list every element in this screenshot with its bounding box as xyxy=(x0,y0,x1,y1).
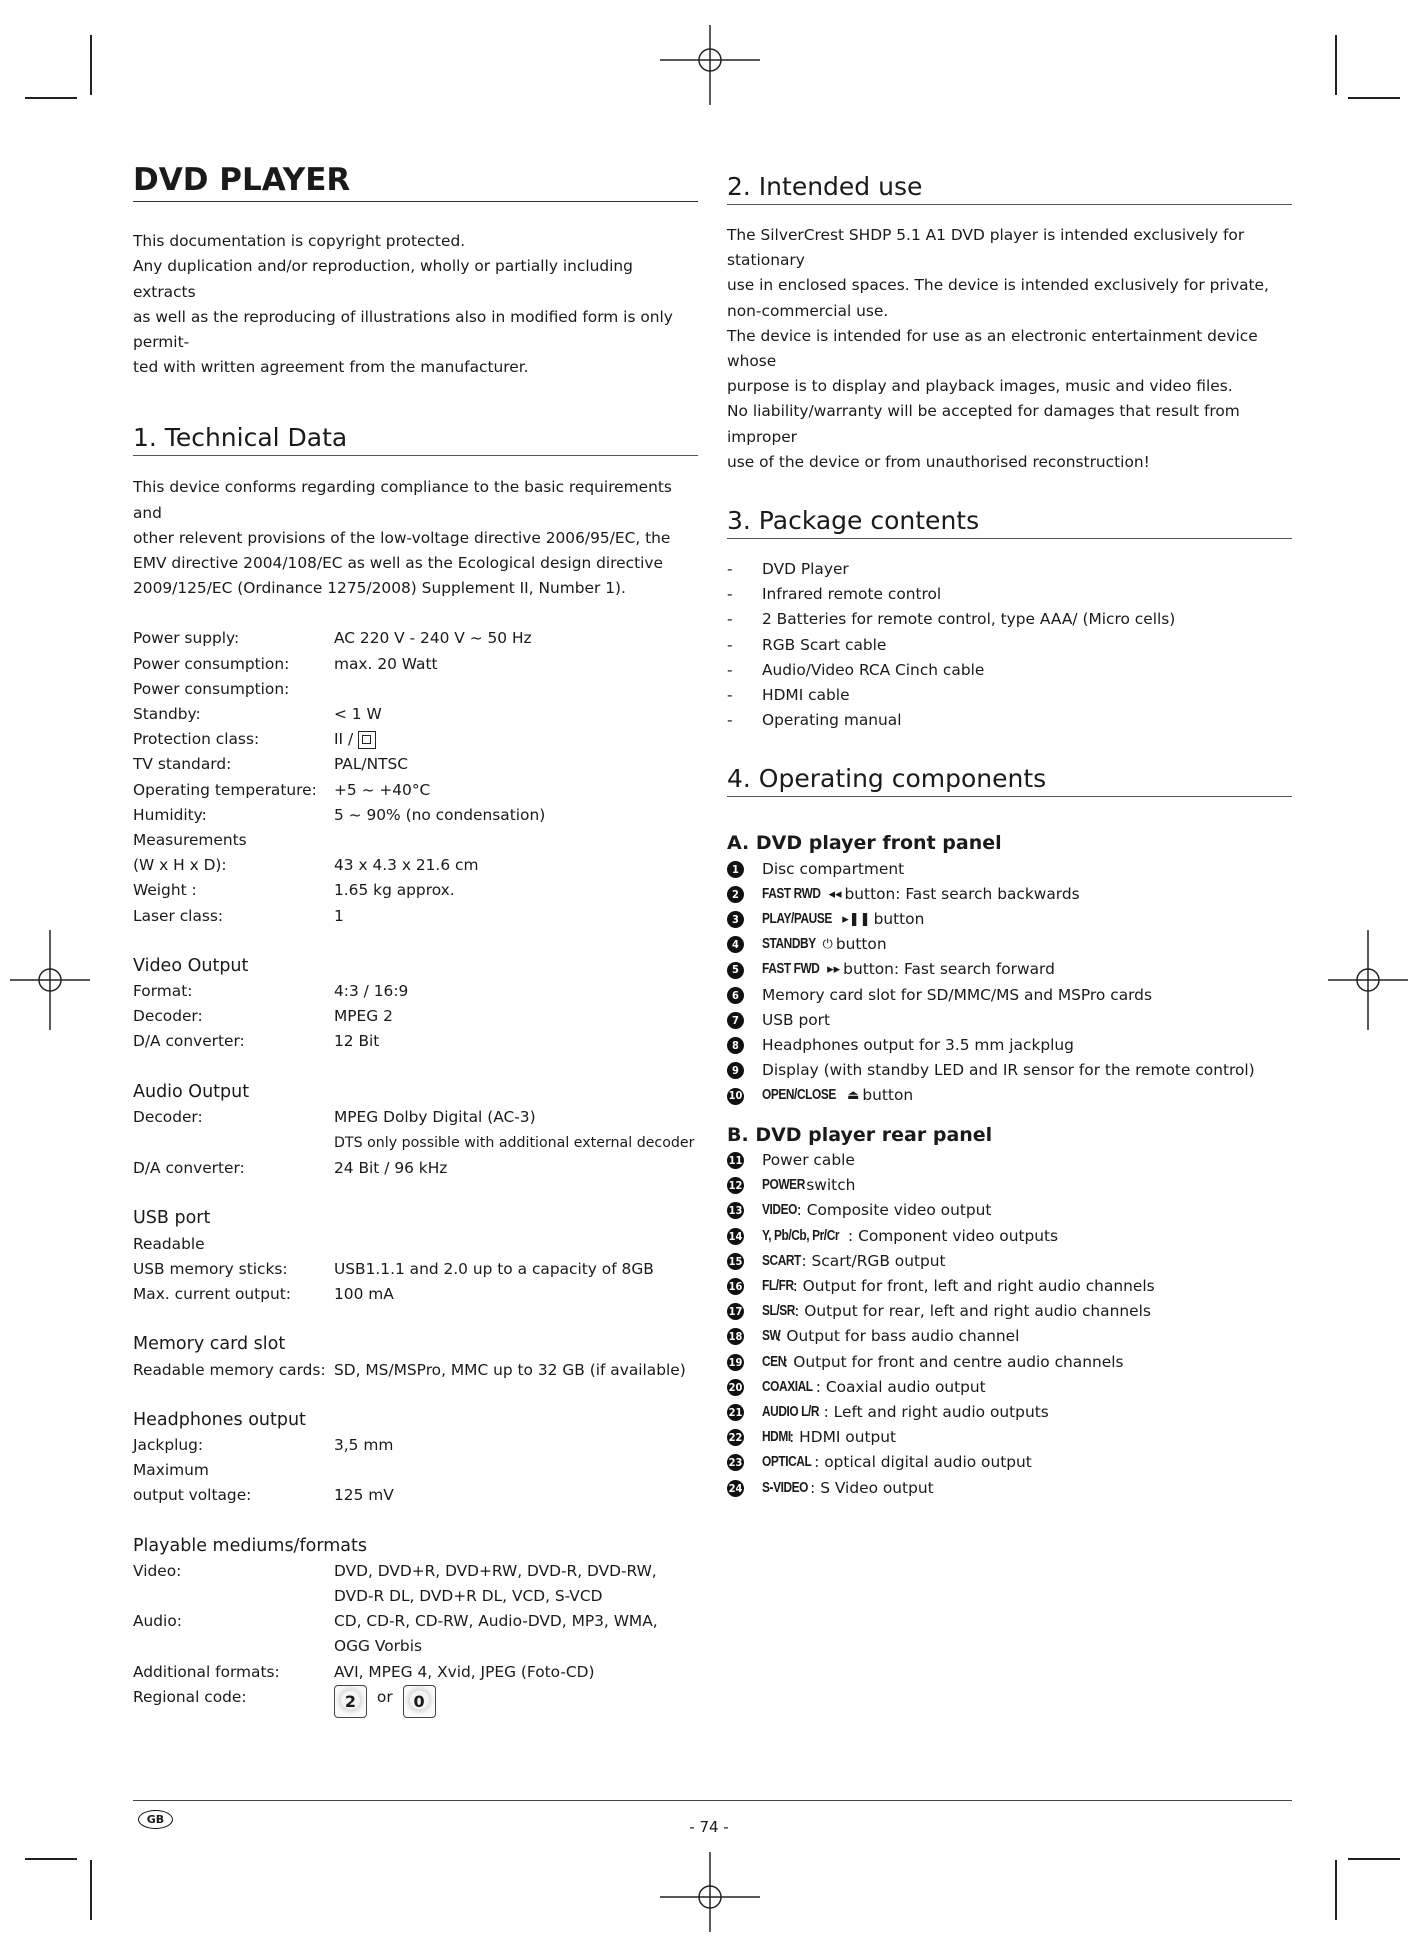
item-text: button xyxy=(873,910,925,929)
list-item xyxy=(727,1476,1292,1501)
spec-value: 125 mV xyxy=(334,1486,394,1505)
spec-row xyxy=(133,1609,698,1634)
package-item: Audio/Video RCA Cinch cable xyxy=(762,660,985,679)
memory-card-title: Memory card slot xyxy=(133,1334,286,1355)
spec-row xyxy=(133,778,698,803)
copyright-line: Any duplication and/or reproduction, wholly or partially including extracts xyxy=(133,257,633,301)
spec-row xyxy=(133,1584,698,1609)
spec-row xyxy=(133,1156,698,1181)
spec-value xyxy=(334,828,698,853)
crop-mark xyxy=(25,1858,77,1860)
spec-label: Regional code: xyxy=(133,1687,247,1706)
spec-row xyxy=(133,904,698,929)
item-text: : Output for front, left and right audio channels xyxy=(792,1276,1155,1295)
usb-port-section xyxy=(133,1206,698,1307)
spec-label: TV standard: xyxy=(133,755,232,774)
item-number: 6 xyxy=(727,987,744,1004)
language-badge: GB xyxy=(138,1810,173,1829)
spec-label: D/A converter: xyxy=(133,1159,245,1178)
technical-data-heading: 1. Technical Data xyxy=(133,423,698,456)
list-item xyxy=(727,607,1292,632)
spec-value: 43 x 4.3 x 21.6 cm xyxy=(334,856,479,875)
power-icon: ⏻ xyxy=(822,937,833,953)
item-text: : HDMI output xyxy=(789,1428,897,1447)
spec-value xyxy=(334,677,698,702)
list-item xyxy=(727,1249,1292,1274)
item-text: Display (with standby LED and IR sensor for the remote control) xyxy=(762,1061,1255,1080)
copyright-line: ted with written agreement from the manufacturer. xyxy=(133,358,529,377)
spec-value: 1 xyxy=(334,906,344,925)
intended-use-line: The device is intended for use as an electronic entertainment device whose xyxy=(727,326,1258,371)
spec-row xyxy=(133,1433,698,1458)
list-item xyxy=(727,1425,1292,1450)
item-text: button: Fast search forward xyxy=(843,960,1055,979)
crop-mark xyxy=(1335,1860,1337,1920)
item-text: : Scart/RGB output xyxy=(801,1251,946,1270)
package-item: 2 Batteries for remote control, type AAA/ (Micro cells) xyxy=(762,610,1176,629)
list-dash: - xyxy=(727,610,733,629)
spec-value xyxy=(334,1232,698,1257)
crop-mark xyxy=(1335,35,1337,95)
spec-label: Humidity: xyxy=(133,805,207,824)
item-keyword: HDMI xyxy=(762,1429,791,1446)
item-number: 4 xyxy=(727,936,744,953)
intended-use-line: purpose is to display and playback images, music and video files. xyxy=(727,377,1233,396)
list-dash: - xyxy=(727,560,733,579)
spec-label: Readable memory cards: xyxy=(133,1360,326,1379)
item-number: 2 xyxy=(727,886,744,903)
item-number: 9 xyxy=(727,1062,744,1079)
item-text: : Coaxial audio output xyxy=(815,1377,986,1396)
spec-row xyxy=(133,1282,698,1307)
spec-row xyxy=(133,752,698,777)
spec-label: Audio: xyxy=(133,1612,182,1631)
spec-label: Power consumption: xyxy=(133,679,290,698)
item-keyword: FAST RWD xyxy=(762,885,821,902)
list-item xyxy=(727,1033,1292,1058)
crop-mark xyxy=(90,35,92,95)
right-column xyxy=(727,150,1292,1501)
list-item xyxy=(727,1450,1292,1475)
item-keyword: SL/SR xyxy=(762,1303,795,1320)
item-number: 1 xyxy=(727,861,744,878)
list-item xyxy=(727,683,1292,708)
spec-row xyxy=(133,1105,698,1130)
item-text: : Output for rear, left and right audio channels xyxy=(794,1302,1151,1321)
item-number: 14 xyxy=(727,1228,744,1245)
play-pause-icon: ▸❚❚ xyxy=(842,912,871,928)
spec-label: Jackplug: xyxy=(133,1435,204,1454)
item-number: 15 xyxy=(727,1253,744,1270)
spec-row xyxy=(133,1483,698,1508)
spec-value: 1.65 kg approx. xyxy=(334,881,455,900)
spec-row xyxy=(133,1559,698,1584)
front-panel-list xyxy=(727,857,1292,1109)
region-code-icon: 0 xyxy=(403,1685,436,1718)
spec-label: Operating temperature: xyxy=(133,780,317,799)
item-keyword: AUDIO L/R xyxy=(762,1403,820,1420)
spec-value: PAL/NTSC xyxy=(334,755,409,774)
page-number: - 74 - xyxy=(689,1818,729,1836)
intended-use-line: The SilverCrest SHDP 5.1 A1 DVD player is intended exclusively for stationary xyxy=(727,226,1245,270)
item-text: button xyxy=(835,935,887,954)
video-output-section xyxy=(133,954,698,1055)
item-keyword: POWER xyxy=(762,1177,805,1194)
spec-row xyxy=(133,1660,698,1685)
crop-mark xyxy=(25,97,77,99)
item-text: USB port xyxy=(762,1010,831,1029)
spec-row xyxy=(133,853,698,878)
item-keyword: Y, Pb/Cb, Pr/Cr xyxy=(762,1227,840,1244)
playable-formats-section xyxy=(133,1534,698,1718)
general-specs xyxy=(133,626,698,928)
spec-value: 12 Bit xyxy=(334,1032,380,1051)
item-number: 16 xyxy=(727,1278,744,1295)
item-number: 10 xyxy=(727,1088,744,1105)
list-item xyxy=(727,1173,1292,1198)
spec-value: CD, CD-R, CD-RW, Audio-DVD, MP3, WMA, xyxy=(334,1612,658,1631)
spec-label: Video: xyxy=(133,1561,182,1580)
item-text: Power cable xyxy=(762,1150,855,1169)
item-keyword: S-VIDEO xyxy=(762,1479,809,1496)
rear-panel-title: B. DVD player rear panel xyxy=(727,1123,993,1146)
item-number: 22 xyxy=(727,1429,744,1446)
item-number: 11 xyxy=(727,1152,744,1169)
package-contents-list xyxy=(727,557,1292,733)
list-item xyxy=(727,1083,1292,1108)
item-number: 7 xyxy=(727,1012,744,1029)
playable-formats-title: Playable mediums/formats xyxy=(133,1535,367,1556)
item-number: 13 xyxy=(727,1202,744,1219)
spec-value: DVD, DVD+R, DVD+RW, DVD-R, DVD-RW, xyxy=(334,1561,657,1580)
item-text: : S Video output xyxy=(810,1478,934,1497)
rear-panel-list xyxy=(727,1148,1292,1501)
item-text: Memory card slot for SD/MMC/MS and MSPro cards xyxy=(762,985,1152,1004)
item-text: switch xyxy=(806,1176,856,1195)
intro-line: other relevent provisions of the low-voltage directive 2006/95/EC, the xyxy=(133,528,671,547)
spec-row xyxy=(133,1130,698,1156)
spec-value: 100 mA xyxy=(334,1285,394,1304)
video-output-title: Video Output xyxy=(133,955,249,976)
package-item: RGB Scart cable xyxy=(762,635,887,654)
spec-value: MPEG Dolby Digital (AC-3) xyxy=(334,1107,536,1126)
list-item xyxy=(727,633,1292,658)
list-item xyxy=(727,708,1292,733)
spec-label: Format: xyxy=(133,982,193,1001)
item-keyword: FAST FWD xyxy=(762,961,820,978)
spec-value: max. 20 Watt xyxy=(334,654,438,673)
list-dash: - xyxy=(727,585,733,604)
spec-label: Weight : xyxy=(133,881,197,900)
spec-label: USB memory sticks: xyxy=(133,1259,288,1278)
spec-row xyxy=(133,878,698,903)
list-item xyxy=(727,1400,1292,1425)
item-number: 3 xyxy=(727,911,744,928)
spec-row xyxy=(133,1004,698,1029)
intended-use-line: use in enclosed spaces. The device is intended exclusively for private, xyxy=(727,276,1269,295)
spec-label: Measurements xyxy=(133,831,247,850)
item-text: : Left and right audio outputs xyxy=(823,1402,1049,1421)
item-keyword: PLAY/PAUSE xyxy=(762,911,832,928)
spec-value: 3,5 mm xyxy=(334,1435,394,1454)
technical-intro xyxy=(133,475,698,601)
headphones-section xyxy=(133,1408,698,1509)
spec-label: Decoder: xyxy=(133,1007,203,1026)
spec-value: AVI, MPEG 4, Xvid, JPEG (Foto-CD) xyxy=(334,1662,595,1681)
spec-label: output voltage: xyxy=(133,1486,252,1505)
operating-components-heading: 4. Operating components xyxy=(727,764,1292,797)
spec-row xyxy=(133,1029,698,1054)
fast-forward-icon: ▸▸ xyxy=(827,962,841,978)
eject-icon: ⏏ xyxy=(847,1088,860,1104)
crop-mark xyxy=(90,1860,92,1920)
spec-label: Standby: xyxy=(133,705,201,724)
spec-label: Power consumption: xyxy=(133,654,290,673)
item-keyword: CEN xyxy=(762,1353,786,1370)
item-text: : Output for front and centre audio channels xyxy=(783,1352,1124,1371)
spec-row xyxy=(133,652,698,677)
list-item xyxy=(727,557,1292,582)
front-panel-title: A. DVD player front panel xyxy=(727,832,1002,855)
item-keyword: VIDEO xyxy=(762,1202,797,1219)
spec-label: Maximum xyxy=(133,1461,209,1480)
spec-value: AC 220 V - 240 V ~ 50 Hz xyxy=(334,629,532,648)
registration-mark-icon xyxy=(1318,930,1418,1030)
region-or: or xyxy=(376,1687,393,1706)
spec-label: Additional formats: xyxy=(133,1662,280,1681)
spec-note: DTS only possible with additional external decoder xyxy=(334,1135,695,1152)
spec-row xyxy=(133,677,698,702)
spec-label: Decoder: xyxy=(133,1107,203,1126)
intended-use-line: No liability/warranty will be accepted for damages that result from improper xyxy=(727,402,1240,446)
spec-row xyxy=(133,979,698,1004)
list-item xyxy=(727,1148,1292,1173)
intro-line: 2009/125/EC (Ordinance 1275/2008) Supplement II, Number 1). xyxy=(133,579,626,598)
package-item: Infrared remote control xyxy=(762,585,942,604)
spec-value: < 1 W xyxy=(334,705,382,724)
list-item xyxy=(727,932,1292,957)
list-item xyxy=(727,882,1292,907)
crop-mark xyxy=(1348,97,1400,99)
spec-label: Power supply: xyxy=(133,629,240,648)
list-item xyxy=(727,1008,1292,1033)
intended-use-line: non-commercial use. xyxy=(727,301,889,320)
list-item xyxy=(727,1299,1292,1324)
list-item xyxy=(727,907,1292,932)
list-dash: - xyxy=(727,686,733,705)
list-item xyxy=(727,983,1292,1008)
spec-value: 24 Bit / 96 kHz xyxy=(334,1159,448,1178)
spec-row xyxy=(133,727,698,752)
list-item xyxy=(727,1224,1292,1249)
spec-row xyxy=(133,828,698,853)
protection-class-ii-icon xyxy=(358,731,376,749)
item-text: : Composite video output xyxy=(796,1201,992,1220)
copyright-line: This documentation is copyright protected. xyxy=(133,232,466,251)
list-item xyxy=(727,957,1292,982)
list-item xyxy=(727,1350,1292,1375)
spec-row xyxy=(133,626,698,651)
item-keyword: OPEN/CLOSE xyxy=(762,1087,836,1104)
spec-label: Readable xyxy=(133,1234,205,1253)
list-item xyxy=(727,1375,1292,1400)
item-keyword: OPTICAL xyxy=(762,1454,812,1471)
spec-value: 4:3 / 16:9 xyxy=(334,982,409,1001)
package-item: DVD Player xyxy=(762,560,849,579)
spec-label: (W x H x D): xyxy=(133,856,227,875)
memory-card-section xyxy=(133,1332,698,1382)
item-text: Disc compartment xyxy=(762,859,905,878)
list-dash: - xyxy=(727,660,733,679)
intended-use-line: use of the device or from unauthorised reconstruction! xyxy=(727,452,1150,471)
spec-value: II / xyxy=(334,730,354,749)
item-number: 8 xyxy=(727,1037,744,1054)
item-keyword: FL/FR xyxy=(762,1277,794,1294)
item-keyword: STANDBY xyxy=(762,936,816,953)
item-number: 21 xyxy=(727,1404,744,1421)
item-number: 24 xyxy=(727,1480,744,1497)
crop-mark xyxy=(1348,1858,1400,1860)
list-item xyxy=(727,1274,1292,1299)
spec-label: Laser class: xyxy=(133,906,224,925)
package-contents-heading: 3. Package contents xyxy=(727,506,1292,539)
item-text: Headphones output for 3.5 mm jackplug xyxy=(762,1036,1074,1055)
spec-row xyxy=(133,1232,698,1257)
spec-value: 5 ~ 90% (no condensation) xyxy=(334,805,546,824)
package-item: Operating manual xyxy=(762,711,902,730)
spec-value: +5 ~ +40°C xyxy=(334,780,431,799)
spec-label: Protection class: xyxy=(133,730,260,749)
intended-use-text xyxy=(727,223,1292,475)
item-keyword: SCART xyxy=(762,1252,801,1269)
spec-row xyxy=(133,1257,698,1282)
spec-row xyxy=(133,1634,698,1659)
list-item xyxy=(727,857,1292,882)
intro-line: This device conforms regarding compliance to the basic requirements and xyxy=(133,478,672,522)
footer-rule xyxy=(133,1800,1292,1801)
page-title: DVD PLAYER xyxy=(133,162,698,202)
headphones-title: Headphones output xyxy=(133,1409,306,1430)
list-item xyxy=(727,1198,1292,1223)
registration-mark-icon xyxy=(660,10,760,110)
spec-value: MPEG 2 xyxy=(334,1007,393,1026)
spec-row xyxy=(133,1358,698,1383)
list-item xyxy=(727,1058,1292,1083)
item-number: 23 xyxy=(727,1454,744,1471)
spec-label: D/A converter: xyxy=(133,1032,245,1051)
spec-label: Max. current output: xyxy=(133,1285,291,1304)
copyright-notice xyxy=(133,229,698,380)
copyright-line: as well as the reproducing of illustrations also in modified form is only permit- xyxy=(133,307,673,351)
intro-line: EMV directive 2004/108/EC as well as the Ecological design directive xyxy=(133,554,663,573)
registration-mark-icon xyxy=(0,930,100,1030)
spec-value: USB1.1.1 and 2.0 up to a capacity of 8GB xyxy=(334,1259,654,1278)
list-dash: - xyxy=(727,711,733,730)
spec-row xyxy=(133,803,698,828)
usb-port-title: USB port xyxy=(133,1208,211,1229)
rewind-icon: ◂◂ xyxy=(828,886,842,902)
package-item: HDMI cable xyxy=(762,686,850,705)
spec-value: DVD-R DL, DVD+R DL, VCD, S-VCD xyxy=(334,1586,603,1605)
audio-output-section xyxy=(133,1080,698,1182)
item-number: 18 xyxy=(727,1328,744,1345)
item-number: 12 xyxy=(727,1177,744,1194)
item-number: 5 xyxy=(727,962,744,979)
list-item xyxy=(727,1324,1292,1349)
item-text: button: Fast search backwards xyxy=(844,884,1080,903)
spec-row xyxy=(133,1685,698,1718)
intended-use-heading: 2. Intended use xyxy=(727,172,1292,205)
list-dash: - xyxy=(727,635,733,654)
spec-value xyxy=(334,1458,698,1483)
item-keyword: COAXIAL xyxy=(762,1378,813,1395)
region-code-icon: 2 xyxy=(334,1685,367,1718)
item-text: button xyxy=(862,1086,914,1105)
audio-output-title: Audio Output xyxy=(133,1081,250,1102)
list-item xyxy=(727,582,1292,607)
item-keyword: SW xyxy=(762,1328,781,1345)
item-text: : Output for bass audio channel xyxy=(776,1327,1020,1346)
registration-mark-icon xyxy=(660,1847,760,1947)
left-column xyxy=(133,150,698,1718)
item-number: 17 xyxy=(727,1303,744,1320)
item-number: 20 xyxy=(727,1379,744,1396)
item-number: 19 xyxy=(727,1354,744,1371)
spec-value: OGG Vorbis xyxy=(334,1637,422,1656)
spec-value: SD, MS/MSPro, MMC up to 32 GB (if available) xyxy=(334,1360,686,1379)
item-text: : Component video outputs xyxy=(848,1226,1059,1245)
list-item xyxy=(727,658,1292,683)
spec-row xyxy=(133,702,698,727)
item-text: : optical digital audio output xyxy=(814,1453,1032,1472)
spec-row xyxy=(133,1458,698,1483)
